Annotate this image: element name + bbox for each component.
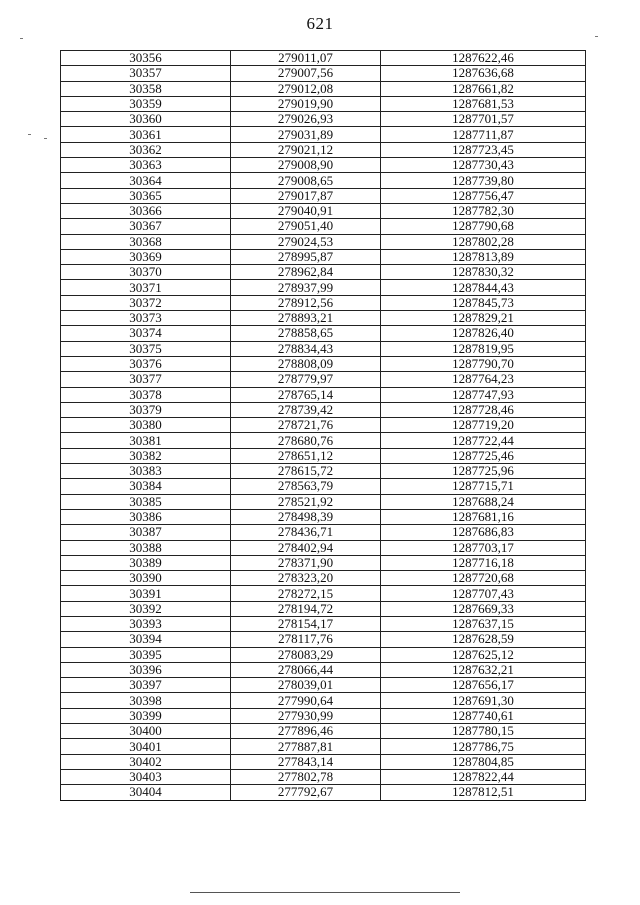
y-coordinate-cell: 1287764,23: [381, 372, 586, 387]
point-number-cell: 30381: [61, 433, 231, 448]
table-row: [61, 540, 586, 555]
table-row: [61, 372, 586, 387]
scan-speck: [28, 134, 31, 135]
x-coordinate-cell: 279008,90: [231, 158, 381, 173]
point-number-cell: 30394: [61, 632, 231, 647]
table-row: [61, 249, 586, 264]
scan-speck: [595, 36, 598, 37]
point-number-cell: 30380: [61, 418, 231, 433]
table-row: [61, 127, 586, 142]
table-row: [61, 280, 586, 295]
table-row: [61, 708, 586, 723]
table-row: [61, 509, 586, 524]
table-row: [61, 219, 586, 234]
x-coordinate-cell: 278498,39: [231, 509, 381, 524]
table-row: [61, 601, 586, 616]
table-row: [61, 96, 586, 111]
x-coordinate-cell: 277802,78: [231, 769, 381, 784]
table-row: [61, 479, 586, 494]
y-coordinate-cell: 1287661,82: [381, 81, 586, 96]
y-coordinate-cell: 1287756,47: [381, 188, 586, 203]
table-row: [61, 693, 586, 708]
table-row: [61, 112, 586, 127]
x-coordinate-cell: 279026,93: [231, 112, 381, 127]
table-row: [61, 142, 586, 157]
table-row: [61, 418, 586, 433]
x-coordinate-cell: 279040,91: [231, 203, 381, 218]
y-coordinate-cell: 1287819,95: [381, 341, 586, 356]
x-coordinate-cell: 278808,09: [231, 356, 381, 371]
x-coordinate-cell: 278194,72: [231, 601, 381, 616]
x-coordinate-cell: 278436,71: [231, 525, 381, 540]
x-coordinate-cell: 277843,14: [231, 754, 381, 769]
x-coordinate-cell: 278521,92: [231, 494, 381, 509]
point-number-cell: 30399: [61, 708, 231, 723]
y-coordinate-cell: 1287812,51: [381, 785, 586, 800]
table-row: [61, 311, 586, 326]
x-coordinate-cell: 278858,65: [231, 326, 381, 341]
point-number-cell: 30360: [61, 112, 231, 127]
x-coordinate-cell: 278272,15: [231, 586, 381, 601]
point-number-cell: 30358: [61, 81, 231, 96]
y-coordinate-cell: 1287669,33: [381, 601, 586, 616]
y-coordinate-cell: 1287790,68: [381, 219, 586, 234]
table-row: [61, 188, 586, 203]
point-number-cell: 30397: [61, 678, 231, 693]
table-row: [61, 51, 586, 66]
x-coordinate-cell: 278402,94: [231, 540, 381, 555]
point-number-cell: 30391: [61, 586, 231, 601]
y-coordinate-cell: 1287719,20: [381, 418, 586, 433]
y-coordinate-cell: 1287628,59: [381, 632, 586, 647]
coordinates-table-body: [61, 51, 586, 801]
x-coordinate-cell: 278893,21: [231, 311, 381, 326]
y-coordinate-cell: 1287681,53: [381, 96, 586, 111]
point-number-cell: 30384: [61, 479, 231, 494]
y-coordinate-cell: 1287804,85: [381, 754, 586, 769]
y-coordinate-cell: 1287720,68: [381, 571, 586, 586]
x-coordinate-cell: 278962,84: [231, 265, 381, 280]
table-row: [61, 234, 586, 249]
table-row: [61, 464, 586, 479]
x-coordinate-cell: 278039,01: [231, 678, 381, 693]
table-row: [61, 647, 586, 662]
point-number-cell: 30387: [61, 525, 231, 540]
point-number-cell: 30357: [61, 66, 231, 81]
x-coordinate-cell: 277792,67: [231, 785, 381, 800]
y-coordinate-cell: 1287723,45: [381, 142, 586, 157]
x-coordinate-cell: 279021,12: [231, 142, 381, 157]
table-row: [61, 662, 586, 677]
y-coordinate-cell: 1287701,57: [381, 112, 586, 127]
table-row: [61, 769, 586, 784]
point-number-cell: 30359: [61, 96, 231, 111]
x-coordinate-cell: 278615,72: [231, 464, 381, 479]
x-coordinate-cell: 277887,81: [231, 739, 381, 754]
x-coordinate-cell: 278083,29: [231, 647, 381, 662]
table-row: [61, 81, 586, 96]
y-coordinate-cell: 1287725,46: [381, 448, 586, 463]
point-number-cell: 30393: [61, 616, 231, 631]
x-coordinate-cell: 278371,90: [231, 555, 381, 570]
point-number-cell: 30402: [61, 754, 231, 769]
point-number-cell: 30369: [61, 249, 231, 264]
x-coordinate-cell: 278066,44: [231, 662, 381, 677]
y-coordinate-cell: 1287632,21: [381, 662, 586, 677]
y-coordinate-cell: 1287782,30: [381, 203, 586, 218]
y-coordinate-cell: 1287813,89: [381, 249, 586, 264]
point-number-cell: 30403: [61, 769, 231, 784]
x-coordinate-cell: 279051,40: [231, 219, 381, 234]
x-coordinate-cell: 279008,65: [231, 173, 381, 188]
y-coordinate-cell: 1287844,43: [381, 280, 586, 295]
y-coordinate-cell: 1287625,12: [381, 647, 586, 662]
y-coordinate-cell: 1287622,46: [381, 51, 586, 66]
x-coordinate-cell: 278563,79: [231, 479, 381, 494]
point-number-cell: 30390: [61, 571, 231, 586]
y-coordinate-cell: 1287728,46: [381, 402, 586, 417]
point-number-cell: 30378: [61, 387, 231, 402]
point-number-cell: 30370: [61, 265, 231, 280]
table-row: [61, 571, 586, 586]
table-row: [61, 448, 586, 463]
table-row: [61, 616, 586, 631]
point-number-cell: 30376: [61, 356, 231, 371]
table-row: [61, 632, 586, 647]
point-number-cell: 30365: [61, 188, 231, 203]
point-number-cell: 30379: [61, 402, 231, 417]
y-coordinate-cell: 1287730,43: [381, 158, 586, 173]
x-coordinate-cell: 279011,07: [231, 51, 381, 66]
coordinates-table: [60, 50, 586, 801]
x-coordinate-cell: 277896,46: [231, 724, 381, 739]
page-number: 621: [306, 14, 334, 33]
y-coordinate-cell: 1287681,16: [381, 509, 586, 524]
x-coordinate-cell: 278680,76: [231, 433, 381, 448]
table-row: [61, 754, 586, 769]
scan-speck: [20, 38, 23, 39]
y-coordinate-cell: 1287780,15: [381, 724, 586, 739]
x-coordinate-cell: 278323,20: [231, 571, 381, 586]
x-coordinate-cell: 279007,56: [231, 66, 381, 81]
y-coordinate-cell: 1287707,43: [381, 586, 586, 601]
table-row: [61, 785, 586, 800]
point-number-cell: 30361: [61, 127, 231, 142]
x-coordinate-cell: 279012,08: [231, 81, 381, 96]
y-coordinate-cell: 1287656,17: [381, 678, 586, 693]
y-coordinate-cell: 1287691,30: [381, 693, 586, 708]
y-coordinate-cell: 1287802,28: [381, 234, 586, 249]
x-coordinate-cell: 278779,97: [231, 372, 381, 387]
point-number-cell: 30356: [61, 51, 231, 66]
point-number-cell: 30366: [61, 203, 231, 218]
y-coordinate-cell: 1287722,44: [381, 433, 586, 448]
point-number-cell: 30383: [61, 464, 231, 479]
table-row: [61, 494, 586, 509]
point-number-cell: 30386: [61, 509, 231, 524]
table-row: [61, 678, 586, 693]
table-row: [61, 295, 586, 310]
table-row: [61, 586, 586, 601]
table-row: [61, 158, 586, 173]
point-number-cell: 30395: [61, 647, 231, 662]
point-number-cell: 30362: [61, 142, 231, 157]
point-number-cell: 30401: [61, 739, 231, 754]
footer-rule: [190, 892, 460, 893]
table-row: [61, 525, 586, 540]
table-row: [61, 402, 586, 417]
y-coordinate-cell: 1287740,61: [381, 708, 586, 723]
x-coordinate-cell: 278765,14: [231, 387, 381, 402]
point-number-cell: 30373: [61, 311, 231, 326]
y-coordinate-cell: 1287703,17: [381, 540, 586, 555]
y-coordinate-cell: 1287688,24: [381, 494, 586, 509]
point-number-cell: 30374: [61, 326, 231, 341]
x-coordinate-cell: 278937,99: [231, 280, 381, 295]
x-coordinate-cell: 279017,87: [231, 188, 381, 203]
x-coordinate-cell: 278739,42: [231, 402, 381, 417]
x-coordinate-cell: 278721,76: [231, 418, 381, 433]
point-number-cell: 30385: [61, 494, 231, 509]
y-coordinate-cell: 1287830,32: [381, 265, 586, 280]
y-coordinate-cell: 1287826,40: [381, 326, 586, 341]
x-coordinate-cell: 278154,17: [231, 616, 381, 631]
y-coordinate-cell: 1287637,15: [381, 616, 586, 631]
y-coordinate-cell: 1287715,71: [381, 479, 586, 494]
y-coordinate-cell: 1287636,68: [381, 66, 586, 81]
scan-speck: [44, 138, 47, 139]
x-coordinate-cell: 279019,90: [231, 96, 381, 111]
y-coordinate-cell: 1287711,87: [381, 127, 586, 142]
y-coordinate-cell: 1287829,21: [381, 311, 586, 326]
point-number-cell: 30389: [61, 555, 231, 570]
table-row: [61, 387, 586, 402]
y-coordinate-cell: 1287822,44: [381, 769, 586, 784]
y-coordinate-cell: 1287725,96: [381, 464, 586, 479]
point-number-cell: 30363: [61, 158, 231, 173]
point-number-cell: 30398: [61, 693, 231, 708]
table-row: [61, 341, 586, 356]
y-coordinate-cell: 1287747,93: [381, 387, 586, 402]
table-row: [61, 555, 586, 570]
point-number-cell: 30392: [61, 601, 231, 616]
table-row: [61, 433, 586, 448]
y-coordinate-cell: 1287786,75: [381, 739, 586, 754]
point-number-cell: 30400: [61, 724, 231, 739]
x-coordinate-cell: 277930,99: [231, 708, 381, 723]
point-number-cell: 30368: [61, 234, 231, 249]
point-number-cell: 30382: [61, 448, 231, 463]
table-row: [61, 265, 586, 280]
x-coordinate-cell: 278651,12: [231, 448, 381, 463]
x-coordinate-cell: 278117,76: [231, 632, 381, 647]
x-coordinate-cell: 279031,89: [231, 127, 381, 142]
y-coordinate-cell: 1287790,70: [381, 356, 586, 371]
x-coordinate-cell: 279024,53: [231, 234, 381, 249]
point-number-cell: 30364: [61, 173, 231, 188]
y-coordinate-cell: 1287739,80: [381, 173, 586, 188]
table-row: [61, 739, 586, 754]
point-number-cell: 30372: [61, 295, 231, 310]
table-row: [61, 173, 586, 188]
point-number-cell: 30404: [61, 785, 231, 800]
x-coordinate-cell: 278995,87: [231, 249, 381, 264]
point-number-cell: 30388: [61, 540, 231, 555]
point-number-cell: 30375: [61, 341, 231, 356]
y-coordinate-cell: 1287716,18: [381, 555, 586, 570]
point-number-cell: 30396: [61, 662, 231, 677]
table-row: [61, 326, 586, 341]
y-coordinate-cell: 1287686,83: [381, 525, 586, 540]
table-row: [61, 724, 586, 739]
table-row: [61, 66, 586, 81]
x-coordinate-cell: 278834,43: [231, 341, 381, 356]
y-coordinate-cell: 1287845,73: [381, 295, 586, 310]
point-number-cell: 30371: [61, 280, 231, 295]
point-number-cell: 30367: [61, 219, 231, 234]
x-coordinate-cell: 277990,64: [231, 693, 381, 708]
point-number-cell: 30377: [61, 372, 231, 387]
table-row: [61, 356, 586, 371]
x-coordinate-cell: 278912,56: [231, 295, 381, 310]
table-row: [61, 203, 586, 218]
